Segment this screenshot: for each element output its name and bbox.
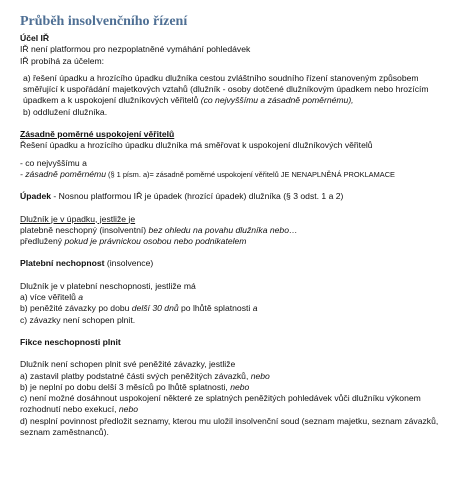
neschopnost-item-b-italic-2: a xyxy=(252,303,258,314)
neschopnost-item-b-normal-1: b) peněžité závazky po dobu xyxy=(20,303,132,314)
dluznik-line-1-italic: bez ohledu na povahu dlužníka nebo… xyxy=(148,224,298,235)
zasadne-line-3-italic: - zásadně poměrnému xyxy=(20,168,106,179)
ucel-item-a xyxy=(20,73,450,107)
zasadne-line-1: Řešení úpadku a hrozícího úpadku dlužníka má směřovat k uspokojení dlužníkových věřitelů xyxy=(20,140,373,151)
section-heading-upadek: Úpadek xyxy=(20,191,52,202)
ucel-line-2: IŘ probíhá za účelem: xyxy=(20,55,105,66)
zasadne-line-3 xyxy=(20,169,450,180)
section-heading-fikce: Fikce neschopnosti plnit xyxy=(20,336,121,347)
neschopnost-item-b xyxy=(20,303,450,314)
fikce-item-a-normal: a) zastavil platby podstatné části svých peněžitých závazků, xyxy=(20,370,251,381)
fikce-item-c-italic: nebo xyxy=(118,404,139,415)
fikce-line-1: Dlužník není schopen plnit své peněžité závazky, jestliže xyxy=(20,359,236,370)
fikce-item-a xyxy=(20,371,450,382)
section-heading-neschopnost: Platební nechopnost xyxy=(20,258,105,269)
neschopnost-item-c: c) závazky není schopen plnit. xyxy=(20,314,136,325)
neschopnost-item-b-normal-2: po lhůtě splatnosti xyxy=(178,303,253,314)
ucel-item-b: b) oddlužení dlužníka. xyxy=(23,106,108,117)
neschopnost-heading-line xyxy=(20,258,450,269)
fikce-item-b xyxy=(20,382,450,393)
neschopnost-item-a xyxy=(20,292,450,303)
fikce-item-a-italic: nebo xyxy=(250,370,270,381)
zasadne-line-2: - co nejvyššímu a xyxy=(20,157,87,168)
fikce-item-d: d) nesplní povinnost předložit seznamy, kterou mu uložil insolvenční soud (seznam majetku, seznam závazků, seznam zaměstnanců). xyxy=(20,415,439,438)
dluznik-line-2 xyxy=(20,236,450,247)
neschopnost-item-a-normal: a) více věřitelů xyxy=(20,292,79,303)
dluznik-line-2-normal: předlužený xyxy=(20,236,65,247)
ucel-item-a-text: a) řešení úpadku a hrozícího úpadku dlužníka cestou zvláštního soudního řízení stanoveným způsobem směřující k uspořádání majetkových vztahů (dlužník - osoby dotčené dlužníkovým úpadkem nebo hrozícím úpadkem a k uspokojení dlužníkových věřitelů xyxy=(23,72,429,106)
neschopnost-item-a-italic: a xyxy=(78,292,84,303)
fikce-item-c xyxy=(20,393,450,416)
dluznik-line-2-italic: pokud je právnickou osobou nebo podnikatelem xyxy=(64,236,247,247)
section-heading-ucel: Účel IŘ xyxy=(20,33,50,43)
fikce-item-c-normal: c) není možné dosáhnout uspokojení některé ze splatných peněžitých pohledávek vůči dlužníku výkonem rozhodnutí nebo exekucí, xyxy=(20,393,421,415)
neschopnost-heading-note: (insolvence) xyxy=(106,258,154,269)
dluznik-line-1-normal: platebně neschopný (insolventní) xyxy=(20,224,149,235)
dluznik-line-1 xyxy=(20,225,450,236)
section-heading-dluznik: Dlužník je v úpadku, jestliže je xyxy=(20,213,136,224)
fikce-item-b-italic: nebo xyxy=(230,381,250,392)
upadek-text: - Nosnou platformou IŘ je úpadek (hrozící úpadek) dlužníka (§ 3 odst. 1 a 2) xyxy=(51,191,344,202)
section-heading-zasadne: Zásadně poměrné uspokojení věřitelů xyxy=(20,129,175,140)
page-title: Průběh insolvenčního řízení xyxy=(20,14,188,29)
neschopnost-item-b-italic-1: delší 30 dnů xyxy=(131,303,179,314)
neschopnost-line-1: Dlužník je v platební neschopnosti, jestliže má xyxy=(20,280,196,291)
fikce-item-b-normal: b) je neplní po dobu delší 3 měsíců po lhůtě splatnosti, xyxy=(20,381,231,392)
zasadne-line-3-rest: (§ 1 písm. a)= zásadně poměrné uspokojení věřitelů JE NENAPLNĚNÁ PROKLAMACE xyxy=(105,169,395,179)
upadek-line xyxy=(20,191,450,202)
ucel-item-a-italic: (co nejvyššímu a zásadně poměrnému), xyxy=(200,95,354,106)
ucel-line-1: IŘ není platformou pro nezpoplatněné vymáhání pohledávek xyxy=(20,44,251,55)
